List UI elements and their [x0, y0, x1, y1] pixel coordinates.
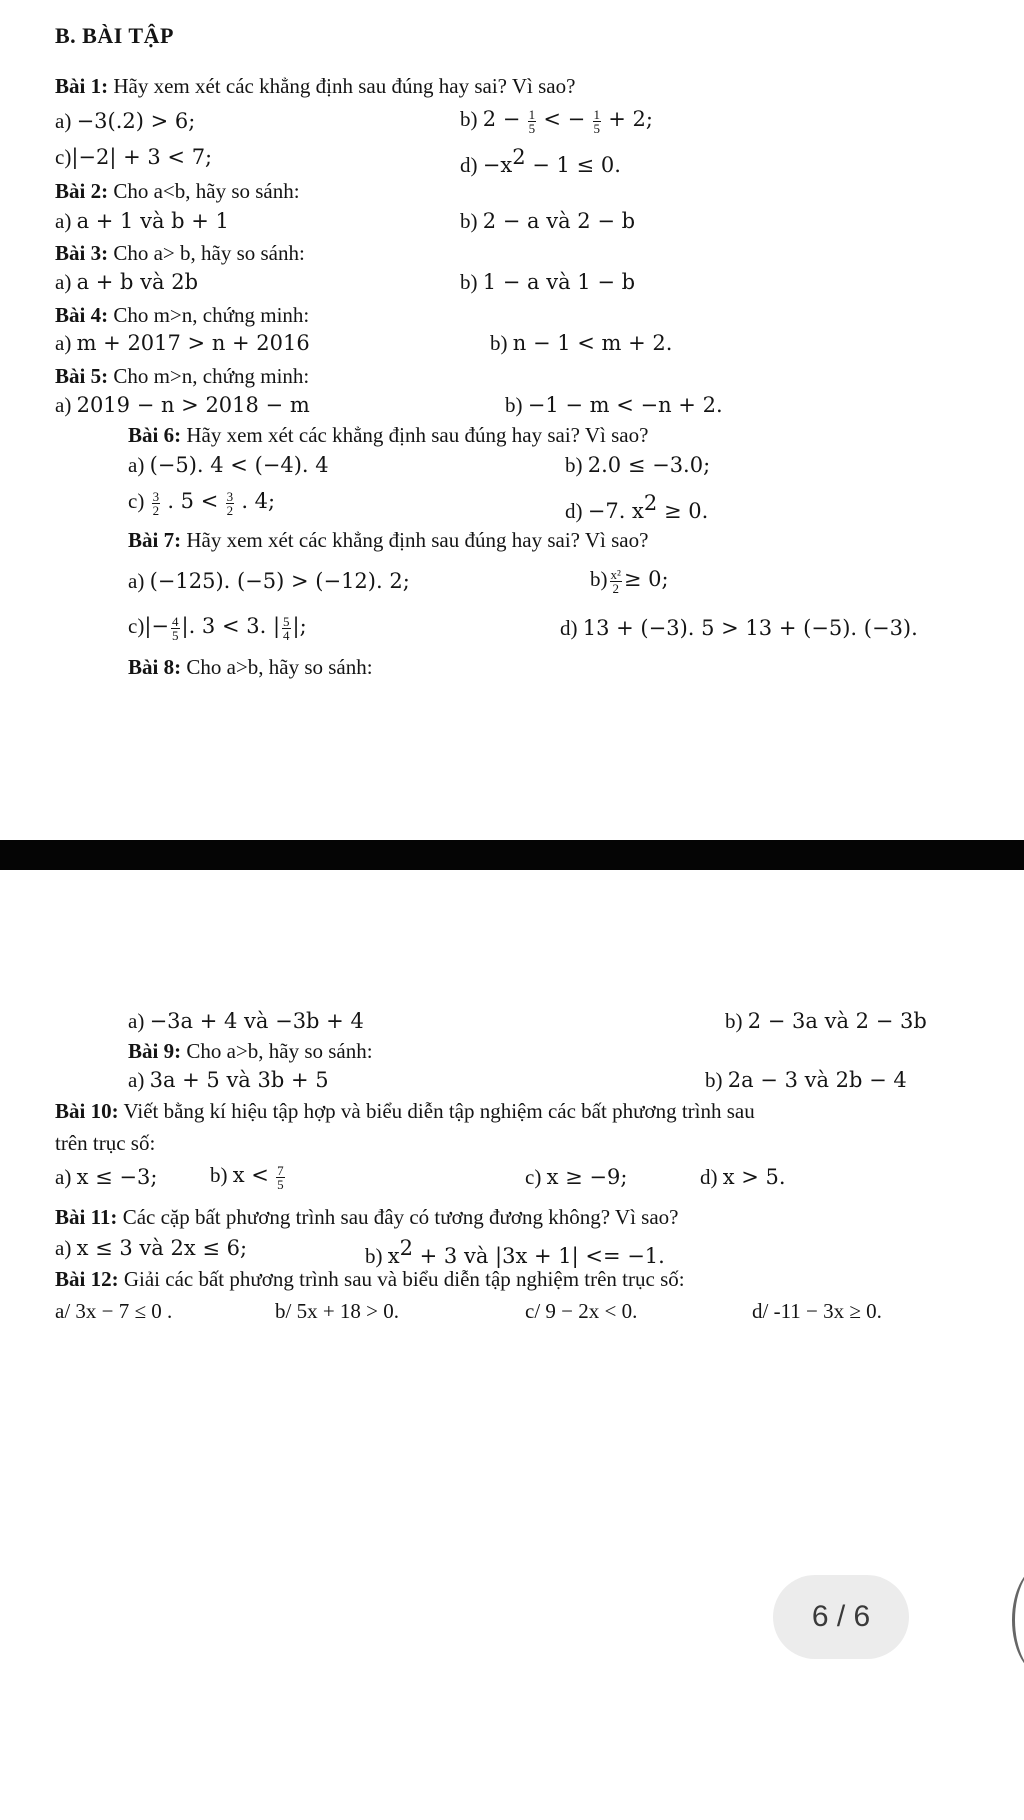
math-expr: < −	[543, 107, 586, 131]
bai8-text: Cho a>b, hãy so sánh:	[186, 655, 373, 679]
bai5-text: Cho m>n, chứng minh:	[113, 364, 310, 388]
fraction-numerator: 3	[226, 488, 234, 504]
bai4-text: Cho m>n, chứng minh:	[113, 303, 310, 327]
fraction-numerator: x²	[610, 566, 621, 582]
bai2-label: Bài 2:	[55, 179, 109, 203]
bai9-item-a	[128, 1066, 329, 1094]
fraction-denominator: 2	[152, 502, 160, 518]
exponent: 2	[643, 491, 658, 515]
bai11-text: Các cặp bất phương trình sau đây có tương đương không? Vì sao?	[122, 1205, 679, 1229]
bai3-label: Bài 3:	[55, 241, 109, 265]
bai12-item-a: a/ 3x − 7 ≤ 0 .	[55, 1299, 173, 1323]
bai1-text: Hãy xem xét các khẳng định sau đúng hay sai? Vì sao?	[113, 74, 576, 98]
item-prefix: b)	[565, 453, 583, 477]
math-expr: |. 3 < 3. |	[181, 614, 281, 638]
math-expr: − 1 ≤ 0.	[525, 153, 621, 177]
math-expr: −3(.2) > 6;	[76, 109, 196, 133]
math-expr: ≥ 0;	[623, 567, 669, 591]
bai12-item-c: c/ 9 − 2x < 0.	[525, 1299, 638, 1323]
item-prefix: d)	[565, 499, 583, 523]
math-expr: x <	[232, 1163, 269, 1187]
bai8-item-b	[725, 1007, 927, 1035]
bai1-heading	[55, 72, 575, 100]
math-expr: 2019 − n > 2018 − m	[76, 393, 310, 417]
fraction-numerator: 1	[593, 106, 601, 122]
bai8-item-a	[128, 1007, 364, 1035]
fraction	[593, 108, 602, 135]
bai10-item-c	[525, 1163, 627, 1191]
item-prefix: d)	[460, 153, 478, 177]
bai7-item-a	[128, 567, 410, 595]
item-prefix: c)	[128, 614, 145, 638]
bai5-item-b	[505, 391, 723, 419]
math-expr: x ≥ −9;	[546, 1165, 628, 1189]
bai5-label: Bài 5:	[55, 364, 109, 388]
fraction-denominator: 5	[528, 120, 536, 136]
math-expr: −x	[482, 153, 513, 177]
fraction-denominator: 5	[593, 120, 601, 136]
bai2-item-a	[55, 207, 229, 235]
bai7-item-c	[128, 612, 307, 642]
bai3-item-a	[55, 268, 198, 296]
bai3-heading	[55, 239, 305, 267]
bai6-label: Bài 6:	[128, 423, 182, 447]
bai1-item-c	[55, 143, 212, 171]
item-prefix: a)	[55, 1236, 72, 1260]
item-prefix: b)	[705, 1068, 723, 1092]
fraction-denominator: 4	[283, 627, 290, 643]
math-expr: |−2| + 3 < 7;	[71, 145, 213, 169]
item-prefix: b)	[460, 107, 478, 131]
bai11-heading	[55, 1203, 678, 1231]
math-expr: x ≤ 3 và 2x ≤ 6;	[76, 1236, 248, 1260]
math-expr: 3a + 5 và 3b + 5	[149, 1068, 329, 1092]
section-title: B. BÀI TẬP	[55, 23, 174, 48]
item-prefix: a)	[128, 1009, 145, 1033]
bai6-item-a	[128, 451, 329, 479]
fraction-numerator: 1	[528, 106, 536, 122]
math-expr: x > 5.	[722, 1165, 786, 1189]
exponent: 2	[512, 145, 526, 169]
math-expr: 2 − a và 2 − b	[482, 209, 636, 233]
bai7-text: Hãy xem xét các khẳng định sau đúng hay sai? Vì sao?	[186, 528, 649, 552]
fraction	[171, 615, 180, 642]
fraction-denominator: 2	[612, 580, 619, 596]
math-expr: . 5 <	[167, 489, 219, 513]
fraction	[152, 490, 161, 517]
bai1-item-b	[460, 105, 653, 135]
math-expr: + 2;	[608, 107, 653, 131]
item-prefix: b)	[725, 1009, 743, 1033]
item-prefix: a)	[128, 1068, 145, 1092]
item-prefix: a)	[55, 209, 72, 233]
math-expr: . 4;	[241, 489, 276, 513]
item-prefix: a)	[128, 569, 145, 593]
bai10-item-d	[700, 1163, 786, 1191]
math-expr: −3a + 4 và −3b + 4	[149, 1009, 364, 1033]
item-prefix: a)	[55, 1165, 72, 1189]
fraction	[610, 568, 622, 595]
bai9-heading	[128, 1037, 373, 1065]
math-expr: a + 1 và b + 1	[76, 209, 229, 233]
item-prefix: b)	[590, 567, 608, 591]
bai6-item-b	[565, 451, 710, 479]
item-prefix: b)	[460, 270, 478, 294]
math-expr: (−125). (−5) > (−12). 2;	[149, 569, 410, 593]
math-expr: −7. x	[587, 499, 644, 523]
bai8-heading	[128, 653, 373, 681]
bai12-item-d: d/ -11 − 3x ≥ 0.	[752, 1299, 882, 1323]
math-expr: 2a − 3 và 2b − 4	[727, 1068, 907, 1092]
math-expr: −1 − m < −n + 2.	[527, 393, 723, 417]
bai4-heading	[55, 301, 309, 329]
bai9-label: Bài 9:	[128, 1039, 182, 1063]
bai11-label: Bài 11:	[55, 1205, 118, 1229]
bai1-label: Bài 1:	[55, 74, 109, 98]
math-expr: x ≤ −3;	[76, 1165, 158, 1189]
bai1-item-a	[55, 107, 195, 135]
bai11-item-a	[55, 1234, 247, 1262]
bai9-text: Cho a>b, hãy so sánh:	[186, 1039, 373, 1063]
bai10-item-a	[55, 1163, 157, 1191]
math-expr: |;	[292, 614, 307, 638]
exponent: 2	[399, 1236, 413, 1260]
bai12-item-b: b/ 5x + 18 > 0.	[275, 1299, 400, 1323]
item-prefix: a)	[128, 453, 145, 477]
bai10-heading	[55, 1097, 755, 1125]
math-expr: 2 −	[482, 107, 521, 131]
item-prefix: b)	[505, 393, 523, 417]
fraction-numerator: 7	[277, 1162, 284, 1178]
math-expr: a + b và 2b	[76, 270, 199, 294]
item-prefix: b)	[365, 1244, 383, 1268]
fraction	[282, 615, 291, 642]
fraction-numerator: 4	[172, 613, 179, 629]
math-expr: + 3 và |3x + 1| <= −1.	[412, 1244, 665, 1268]
math-expr: (−5). 4 < (−4). 4	[149, 453, 329, 477]
bai6-item-d	[565, 489, 708, 525]
bai2-text: Cho a<b, hãy so sánh:	[113, 179, 300, 203]
item-prefix: d)	[560, 616, 578, 640]
bai9-item-b	[705, 1066, 907, 1094]
item-prefix: d)	[700, 1165, 718, 1189]
fraction	[226, 490, 235, 517]
fraction-numerator: 5	[283, 613, 290, 629]
bai6-text: Hãy xem xét các khẳng định sau đúng hay sai? Vì sao?	[186, 423, 649, 447]
bai12-label: Bài 12:	[55, 1267, 119, 1291]
bai4-item-a	[55, 329, 310, 357]
bai7-item-b	[590, 565, 669, 595]
math-expr: 2.0 ≤ −3.0;	[587, 453, 711, 477]
bai1-item-d	[460, 143, 621, 179]
math-expr: 2 − 3a và 2 − 3b	[747, 1009, 927, 1033]
scroll-handle[interactable]	[1012, 1565, 1024, 1675]
bai4-label: Bài 4:	[55, 303, 109, 327]
bai5-heading	[55, 362, 309, 390]
bai3-item-b	[460, 268, 635, 296]
bai2-heading	[55, 177, 300, 205]
math-expr: |−	[144, 614, 169, 638]
math-expr: 13 + (−3). 5 > 13 + (−5). (−3).	[582, 616, 918, 640]
bai6-item-c	[128, 487, 275, 517]
bai8-label: Bài 8:	[128, 655, 182, 679]
bai2-item-b	[460, 207, 635, 235]
bai12-heading	[55, 1265, 685, 1293]
item-prefix: c)	[128, 489, 145, 513]
item-prefix: b)	[210, 1163, 228, 1187]
item-prefix: a)	[55, 331, 72, 355]
fraction-denominator: 5	[172, 627, 179, 643]
math-expr: x	[387, 1244, 400, 1268]
math-expr: ≥ 0.	[657, 499, 709, 523]
math-expr: 1 − a và 1 − b	[482, 270, 636, 294]
bai5-item-a	[55, 391, 310, 419]
fraction-numerator: 3	[152, 488, 160, 504]
page-indicator: 6 / 6	[773, 1575, 909, 1659]
bai12-text: Giải các bất phương trình sau và biểu diễn tập nghiệm trên trục số:	[123, 1267, 685, 1291]
fraction-denominator: 2	[226, 502, 234, 518]
item-prefix: b)	[490, 331, 508, 355]
bai10-text: Viết bằng kí hiệu tập hợp và biểu diễn tập nghiệm các bất phương trình sau	[123, 1099, 755, 1123]
item-prefix: a)	[55, 270, 72, 294]
bai7-label: Bài 7:	[128, 528, 182, 552]
bai3-text: Cho a> b, hãy so sánh:	[113, 241, 305, 265]
fraction	[276, 1164, 285, 1191]
math-expr: m + 2017 > n + 2016	[76, 331, 310, 355]
bai10-item-b	[210, 1161, 287, 1191]
bai6-heading	[128, 421, 648, 449]
bai10-text-cont: trên trục số:	[55, 1131, 156, 1155]
item-prefix: c)	[55, 145, 72, 169]
bai10-label: Bài 10:	[55, 1099, 119, 1123]
bai7-heading	[128, 526, 648, 554]
bai4-item-b	[490, 329, 672, 357]
item-prefix: c)	[525, 1165, 542, 1189]
page-break-band	[0, 840, 1024, 870]
fraction	[528, 108, 537, 135]
fraction-denominator: 5	[277, 1176, 284, 1192]
math-expr: n − 1 < m + 2.	[512, 331, 673, 355]
item-prefix: a)	[55, 109, 72, 133]
item-prefix: b)	[460, 209, 478, 233]
item-prefix: a)	[55, 393, 72, 417]
bai7-item-d	[560, 614, 918, 642]
